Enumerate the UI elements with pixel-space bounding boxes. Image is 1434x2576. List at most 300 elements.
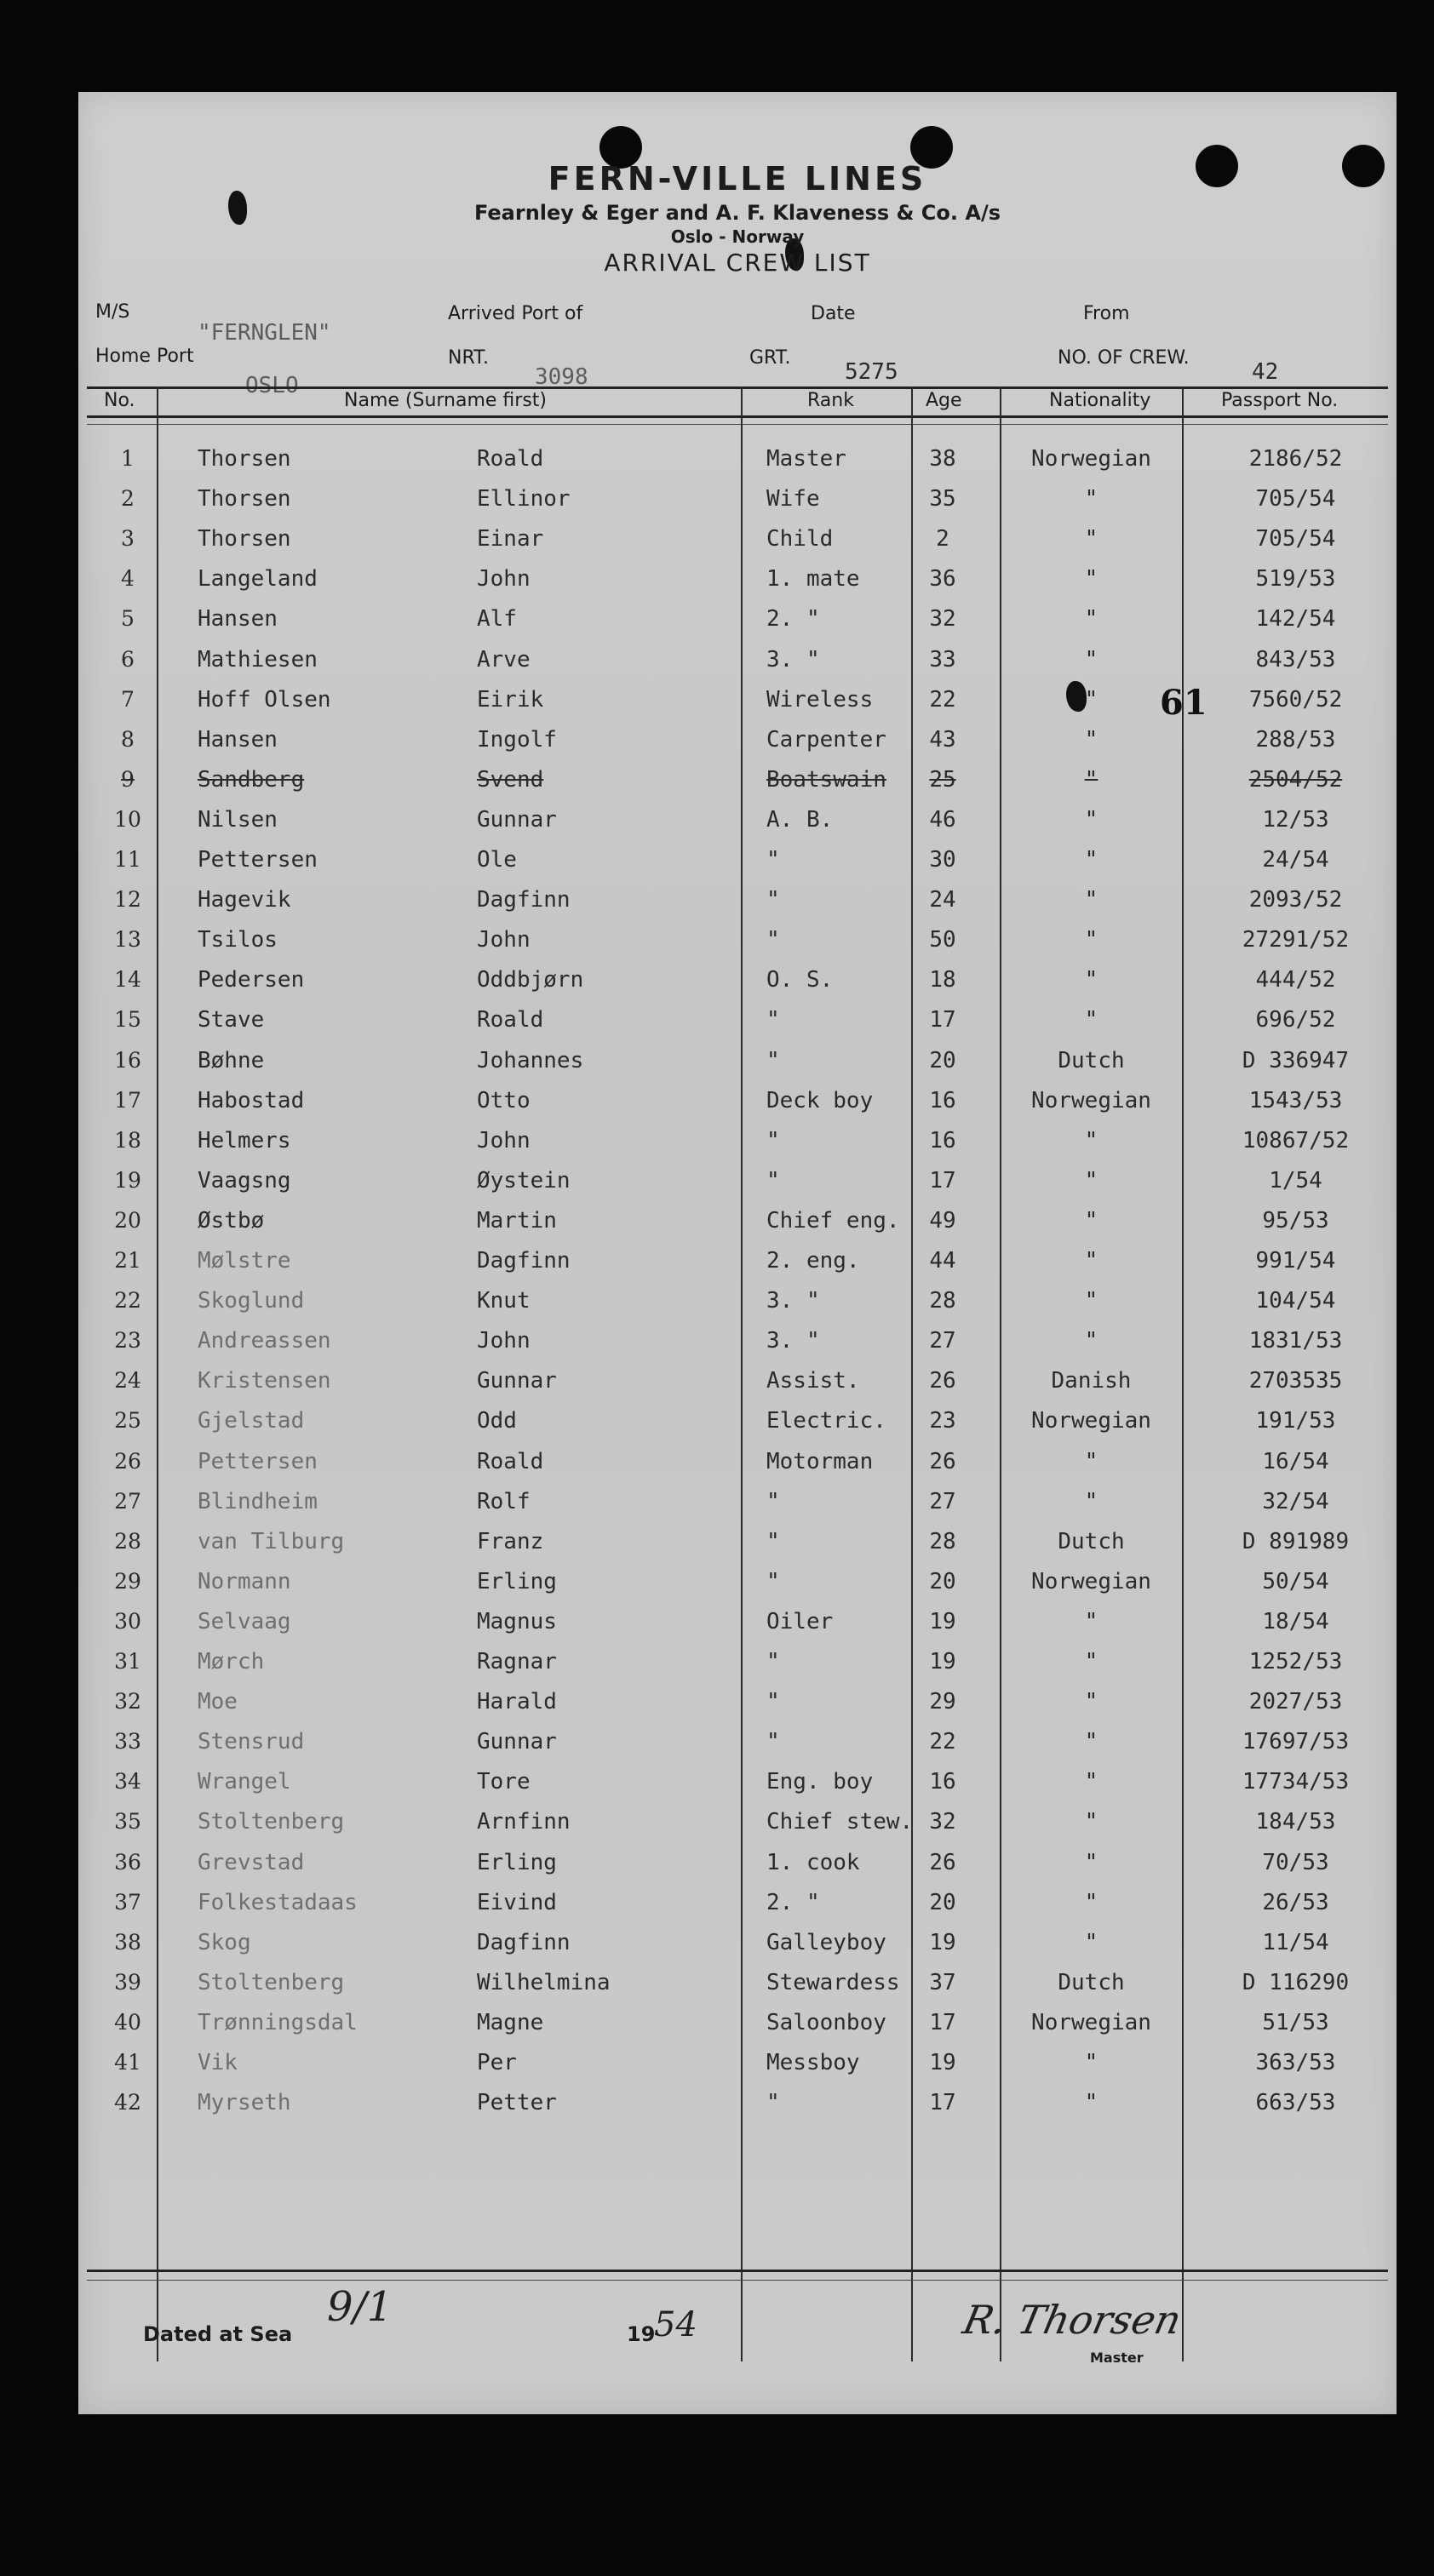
- nationality-cell: ": [1084, 806, 1098, 833]
- age-cell: 49: [929, 1207, 956, 1234]
- nationality-cell: ": [1084, 1849, 1098, 1875]
- nationality-cell: ": [1084, 1649, 1098, 1674]
- given-name-cell: John: [477, 566, 531, 592]
- age-cell: 16: [929, 1769, 956, 1795]
- passport-cell: 444/52: [1255, 967, 1336, 993]
- footer-rule: [87, 2270, 1388, 2272]
- surname-cell: Pettersen: [198, 1448, 318, 1474]
- surname-cell: Vik: [198, 2050, 238, 2075]
- surname-cell: Stoltenberg: [198, 1969, 345, 1995]
- passport-cell: 7560/52: [1248, 686, 1343, 713]
- age-cell: 35: [929, 486, 956, 512]
- header-bottom-rule-2: [87, 424, 1388, 425]
- passport-cell: 70/53: [1262, 1849, 1329, 1875]
- surname-cell: Andreassen: [198, 1328, 331, 1354]
- rank-cell: Carpenter: [766, 726, 886, 753]
- rank-cell: Electric.: [766, 1408, 886, 1434]
- surname-cell: Gjelstad: [198, 1408, 305, 1434]
- rank-cell: Wireless: [766, 686, 874, 713]
- nationality-cell: Dutch: [1058, 1047, 1125, 1073]
- passport-cell: 32/54: [1262, 1488, 1329, 1514]
- passport-cell: 363/53: [1255, 2050, 1336, 2075]
- given-name-cell: Ragnar: [477, 1649, 557, 1674]
- given-name-cell: Øystein: [477, 1167, 571, 1194]
- given-name-cell: Ellinor: [477, 486, 571, 512]
- passport-cell: 1252/53: [1248, 1649, 1343, 1674]
- rank-cell: Master: [766, 446, 846, 472]
- nrt-value: 3098: [535, 364, 588, 390]
- rank-cell: 1. cook: [766, 1849, 860, 1875]
- given-name-cell: Roald: [477, 1448, 544, 1474]
- given-name-cell: Einar: [477, 526, 544, 552]
- given-name-cell: Wilhelmina: [477, 1969, 611, 1995]
- rank-cell: Boatswain: [766, 766, 886, 793]
- table-row: [78, 1045, 1397, 1084]
- col-header-no: No.: [104, 390, 135, 411]
- rank-cell: Eng. boy: [766, 1769, 874, 1795]
- table-row: [78, 443, 1397, 482]
- surname-cell: Stensrud: [198, 1729, 305, 1755]
- nationality-cell: ": [1084, 1809, 1098, 1835]
- given-name-cell: Eirik: [477, 686, 544, 713]
- passport-cell: 843/53: [1255, 646, 1336, 673]
- table-row: [78, 964, 1397, 1003]
- given-name-cell: Erling: [477, 1849, 557, 1875]
- age-cell: 44: [929, 1248, 956, 1274]
- row-number: 7: [121, 686, 135, 712]
- table-row: [78, 724, 1397, 763]
- row-number: 40: [114, 2009, 141, 2035]
- rank-cell: ": [766, 1007, 780, 1033]
- row-number: 4: [121, 566, 135, 592]
- given-name-cell: Gunnar: [477, 1729, 557, 1755]
- surname-cell: Helmers: [198, 1127, 291, 1153]
- master-label: Master: [1090, 2350, 1144, 2366]
- rank-cell: 2. ": [766, 1889, 820, 1915]
- surname-cell: Stave: [198, 1007, 265, 1033]
- row-number: 18: [114, 1127, 141, 1153]
- surname-cell: Nilsen: [198, 806, 278, 833]
- given-name-cell: Gunnar: [477, 806, 557, 833]
- nationality-cell: ": [1084, 726, 1098, 753]
- row-number: 38: [114, 1929, 141, 1955]
- nationality-cell: ": [1084, 1729, 1098, 1755]
- rank-cell: 1. mate: [766, 566, 860, 592]
- passport-cell: 288/53: [1255, 726, 1336, 753]
- ms-label: M/S: [95, 301, 130, 323]
- row-number: 30: [114, 1608, 141, 1634]
- passport-cell: 2703535: [1248, 1368, 1343, 1394]
- surname-cell: Østbø: [198, 1207, 265, 1234]
- passport-cell: 12/53: [1262, 806, 1329, 833]
- surname-cell: Selvaag: [198, 1608, 291, 1634]
- rank-cell: Deck boy: [766, 1087, 874, 1113]
- age-cell: 16: [929, 1127, 956, 1153]
- passport-cell: D 891989: [1242, 1528, 1350, 1554]
- nrt-label: NRT.: [448, 347, 489, 369]
- passport-cell: 11/54: [1262, 1929, 1329, 1955]
- nationality-cell: ": [1084, 887, 1098, 913]
- table-row: [78, 844, 1397, 883]
- age-cell: 27: [929, 1488, 956, 1514]
- nationality-cell: ": [1084, 1488, 1098, 1514]
- surname-cell: Skoglund: [198, 1288, 305, 1314]
- given-name-cell: John: [477, 1127, 531, 1153]
- rank-cell: 2. eng.: [766, 1248, 860, 1274]
- row-number: 16: [114, 1047, 141, 1073]
- nationality-cell: Norwegian: [1031, 1408, 1151, 1434]
- surname-cell: Hagevik: [198, 887, 291, 913]
- company-name: FERN-VILLE LINES: [548, 160, 927, 197]
- table-row: [78, 1566, 1397, 1605]
- rank-cell: ": [766, 1488, 780, 1514]
- rank-cell: 3. ": [766, 1288, 820, 1314]
- table-row: [78, 1926, 1397, 1966]
- given-name-cell: Otto: [477, 1087, 531, 1113]
- header-bottom-rule: [87, 415, 1388, 418]
- nationality-cell: ": [1084, 1167, 1098, 1194]
- surname-cell: Stoltenberg: [198, 1809, 345, 1835]
- given-name-cell: Ole: [477, 847, 517, 873]
- passport-cell: 17697/53: [1242, 1729, 1350, 1755]
- given-name-cell: Dagfinn: [477, 1929, 571, 1955]
- rank-cell: ": [766, 1528, 780, 1554]
- rank-cell: ": [766, 1568, 780, 1594]
- row-number: 29: [114, 1568, 141, 1594]
- table-row: [78, 1245, 1397, 1284]
- rank-cell: ": [766, 847, 780, 873]
- surname-cell: Mølstre: [198, 1248, 291, 1274]
- table-row: [78, 1686, 1397, 1725]
- age-cell: 18: [929, 967, 956, 993]
- rank-cell: Assist.: [766, 1368, 860, 1394]
- row-number: 21: [114, 1248, 141, 1273]
- age-cell: 20: [929, 1568, 956, 1594]
- table-row: [78, 924, 1397, 963]
- nationality-cell: ": [1084, 686, 1098, 713]
- passport-cell: 519/53: [1255, 566, 1336, 592]
- age-cell: 28: [929, 1288, 956, 1314]
- row-number: 42: [114, 2090, 141, 2115]
- age-cell: 25: [929, 766, 956, 793]
- col-header-nationality: Nationality: [1049, 390, 1151, 411]
- rank-cell: O. S.: [766, 967, 834, 993]
- passport-cell: 18/54: [1262, 1608, 1329, 1634]
- from-label: From: [1083, 303, 1130, 324]
- nationality-cell: ": [1084, 486, 1098, 512]
- nationality-cell: ": [1084, 2050, 1098, 2075]
- nationality-cell: ": [1084, 1889, 1098, 1915]
- given-name-cell: Rolf: [477, 1488, 531, 1514]
- table-row: [78, 1285, 1397, 1324]
- rank-cell: A. B.: [766, 806, 834, 833]
- row-number: 6: [121, 646, 135, 672]
- age-cell: 24: [929, 887, 956, 913]
- table-row: [78, 1606, 1397, 1645]
- given-name-cell: John: [477, 1328, 531, 1354]
- rank-cell: Child: [766, 526, 834, 552]
- nationality-cell: ": [1084, 1127, 1098, 1153]
- nationality-cell: ": [1084, 2090, 1098, 2116]
- row-number: 32: [114, 1689, 141, 1714]
- age-cell: 28: [929, 1528, 956, 1554]
- nationality-cell: ": [1084, 847, 1098, 873]
- arrived-port-label: Arrived Port of: [448, 303, 583, 324]
- nationality-cell: ": [1084, 1288, 1098, 1314]
- rank-cell: ": [766, 2090, 780, 2116]
- row-number: 11: [114, 847, 141, 872]
- row-number: 8: [121, 726, 135, 752]
- row-number: 13: [114, 927, 141, 953]
- row-number: 36: [114, 1849, 141, 1875]
- nationality-cell: ": [1084, 927, 1098, 953]
- age-cell: 37: [929, 1969, 956, 1995]
- age-cell: 22: [929, 1729, 956, 1755]
- nationality-cell: ": [1084, 1929, 1098, 1955]
- rank-cell: Wife: [766, 486, 820, 512]
- rank-cell: ": [766, 1729, 780, 1755]
- rank-cell: ": [766, 1127, 780, 1153]
- surname-cell: Hansen: [198, 726, 278, 753]
- surname-cell: Myrseth: [198, 2090, 291, 2116]
- rank-cell: ": [766, 927, 780, 953]
- year-prefix: 19: [627, 2322, 656, 2346]
- age-cell: 46: [929, 806, 956, 833]
- row-number: 37: [114, 1889, 141, 1915]
- age-cell: 17: [929, 1007, 956, 1033]
- dated-label: Dated at Sea: [143, 2322, 293, 2346]
- nationality-cell: ": [1084, 1207, 1098, 1234]
- owners-line: Fearnley & Eger and A. F. Klaveness & Co. A/s: [473, 201, 1001, 225]
- passport-cell: 1543/53: [1248, 1087, 1343, 1113]
- surname-cell: Thorsen: [198, 486, 291, 512]
- surname-cell: Skog: [198, 1929, 251, 1955]
- given-name-cell: Tore: [477, 1769, 531, 1795]
- rank-cell: ": [766, 1167, 780, 1194]
- surname-cell: Habostad: [198, 1087, 305, 1113]
- row-number: 19: [114, 1167, 141, 1193]
- rank-cell: 3. ": [766, 1328, 820, 1354]
- rank-cell: Galleyboy: [766, 1929, 886, 1955]
- rank-cell: ": [766, 887, 780, 913]
- table-row: [78, 764, 1397, 803]
- nationality-cell: Norwegian: [1031, 2009, 1151, 2035]
- given-name-cell: Svend: [477, 766, 544, 793]
- table-row: [78, 1004, 1397, 1043]
- row-number: 31: [114, 1649, 141, 1674]
- table-row: [78, 2046, 1397, 2086]
- table-top-rule: [87, 386, 1388, 389]
- row-number: 5: [121, 606, 135, 632]
- surname-cell: Trønningsdal: [198, 2009, 358, 2035]
- table-row: [78, 603, 1397, 642]
- nationality-cell: ": [1084, 1248, 1098, 1274]
- surname-cell: Langeland: [198, 566, 318, 592]
- row-number: 20: [114, 1207, 141, 1233]
- nationality-cell: ": [1084, 1448, 1098, 1474]
- passport-cell: 1831/53: [1248, 1328, 1343, 1354]
- surname-cell: Normann: [198, 1568, 291, 1594]
- surname-cell: Bøhne: [198, 1047, 265, 1073]
- surname-cell: Mathiesen: [198, 646, 318, 673]
- nationality-cell: Dutch: [1058, 1969, 1125, 1995]
- nationality-cell: Norwegian: [1031, 446, 1151, 472]
- passport-cell: 2186/52: [1248, 446, 1343, 472]
- table-row: [78, 884, 1397, 923]
- age-cell: 23: [929, 1408, 956, 1434]
- table-row: [78, 804, 1397, 843]
- nationality-cell: Danish: [1051, 1368, 1132, 1394]
- row-number: 24: [114, 1368, 141, 1394]
- passport-cell: 184/53: [1255, 1809, 1336, 1835]
- table-row: [78, 1526, 1397, 1565]
- given-name-cell: John: [477, 927, 531, 953]
- passport-cell: 2093/52: [1248, 887, 1343, 913]
- nationality-cell: ": [1084, 526, 1098, 552]
- surname-cell: Hoff Olsen: [198, 686, 331, 713]
- given-name-cell: Oddbjørn: [477, 967, 584, 993]
- table-row: [78, 1966, 1397, 2006]
- table-row: [78, 1726, 1397, 1765]
- surname-cell: Sandberg: [198, 766, 305, 793]
- age-cell: 20: [929, 1889, 956, 1915]
- given-name-cell: Franz: [477, 1528, 544, 1554]
- age-cell: 30: [929, 847, 956, 873]
- passport-cell: 2504/52: [1248, 766, 1343, 793]
- age-cell: 22: [929, 686, 956, 713]
- age-cell: 2: [936, 526, 949, 552]
- nationality-cell: Dutch: [1058, 1528, 1125, 1554]
- table-row: [78, 1085, 1397, 1124]
- given-name-cell: Eivind: [477, 1889, 557, 1915]
- table-row: [78, 1485, 1397, 1525]
- table-row: [78, 2006, 1397, 2046]
- given-name-cell: Harald: [477, 1689, 557, 1715]
- passport-cell: 27291/52: [1242, 927, 1350, 953]
- row-number: 39: [114, 1969, 141, 1995]
- nationality-cell: ": [1084, 606, 1098, 633]
- home-port-label: Home Port: [95, 346, 194, 367]
- ms-value: "FERNGLEN": [198, 320, 331, 346]
- table-row: [78, 1886, 1397, 1926]
- passport-cell: D 336947: [1242, 1047, 1350, 1073]
- passport-cell: 705/54: [1255, 486, 1336, 512]
- grt-value: 5275: [845, 359, 898, 385]
- document-title: ARRIVAL CREW LIST: [604, 249, 871, 277]
- age-cell: 20: [929, 1047, 956, 1073]
- row-number: 22: [114, 1288, 141, 1314]
- given-name-cell: Gunnar: [477, 1368, 557, 1394]
- row-number: 15: [114, 1007, 141, 1033]
- nationality-cell: ": [1084, 1689, 1098, 1715]
- row-number: 28: [114, 1528, 141, 1554]
- table-row: [78, 1646, 1397, 1685]
- passport-cell: 24/54: [1262, 847, 1329, 873]
- age-cell: 33: [929, 646, 956, 673]
- age-cell: 17: [929, 2009, 956, 2035]
- crew-list-sheet: [78, 92, 1397, 2414]
- row-number: 3: [121, 526, 135, 552]
- age-cell: 17: [929, 2090, 956, 2116]
- nationality-cell: ": [1084, 967, 1098, 993]
- age-cell: 26: [929, 1849, 956, 1875]
- given-name-cell: Magnus: [477, 1608, 557, 1634]
- age-cell: 38: [929, 446, 956, 472]
- home-port-value: OSLO: [245, 373, 299, 398]
- row-number: 23: [114, 1328, 141, 1354]
- dated-value: 9/1: [327, 2283, 393, 2331]
- age-cell: 19: [929, 1929, 956, 1955]
- surname-cell: Hansen: [198, 606, 278, 633]
- passport-cell: 10867/52: [1242, 1127, 1350, 1153]
- table-row: [78, 644, 1397, 683]
- rank-cell: 3. ": [766, 646, 820, 673]
- passport-cell: 663/53: [1255, 2090, 1336, 2116]
- year-suffix: 54: [654, 2305, 697, 2344]
- passport-cell: 142/54: [1255, 606, 1336, 633]
- row-number: 33: [114, 1729, 141, 1755]
- rank-cell: Stewardess: [766, 1969, 900, 1995]
- table-row: [78, 1846, 1397, 1886]
- passport-cell: 50/54: [1262, 1568, 1329, 1594]
- rank-cell: 2. ": [766, 606, 820, 633]
- rank-cell: Chief eng.: [766, 1207, 900, 1234]
- master-signature: R. Thorsen: [959, 2297, 1186, 2343]
- table-row: [78, 563, 1397, 602]
- col-header-passport: Passport No.: [1221, 390, 1339, 411]
- given-name-cell: Knut: [477, 1288, 531, 1314]
- crew-count-value: 42: [1252, 359, 1279, 385]
- surname-cell: Folkestadaas: [198, 1889, 358, 1915]
- row-number: 25: [114, 1408, 141, 1434]
- col-header-rank: Rank: [807, 390, 854, 411]
- surname-cell: Pedersen: [198, 967, 305, 993]
- given-name-cell: Martin: [477, 1207, 557, 1234]
- nationality-cell: ": [1084, 766, 1098, 793]
- table-row: [78, 483, 1397, 522]
- surname-cell: Kristensen: [198, 1368, 331, 1394]
- margin-annotation: 61: [1160, 683, 1207, 723]
- given-name-cell: Ingolf: [477, 726, 557, 753]
- passport-cell: 51/53: [1262, 2009, 1329, 2035]
- row-number: 1: [121, 446, 135, 471]
- given-name-cell: Per: [477, 2050, 517, 2075]
- age-cell: 19: [929, 1649, 956, 1674]
- age-cell: 26: [929, 1368, 956, 1394]
- surname-cell: Tsilos: [198, 927, 278, 953]
- surname-cell: Vaagsng: [198, 1167, 291, 1194]
- age-cell: 50: [929, 927, 956, 953]
- table-row: [78, 1165, 1397, 1204]
- row-number: 10: [114, 806, 141, 832]
- row-number: 27: [114, 1488, 141, 1514]
- nationality-cell: Norwegian: [1031, 1568, 1151, 1594]
- row-number: 17: [114, 1087, 141, 1113]
- given-name-cell: Petter: [477, 2090, 557, 2116]
- rank-cell: Oiler: [766, 1608, 834, 1634]
- age-cell: 43: [929, 726, 956, 753]
- rank-cell: Saloonboy: [766, 2009, 886, 2035]
- row-number: 2: [121, 486, 135, 512]
- age-cell: 36: [929, 566, 956, 592]
- footer-rule-2: [87, 2280, 1388, 2281]
- surname-cell: Thorsen: [198, 526, 291, 552]
- age-cell: 16: [929, 1087, 956, 1113]
- table-row: [78, 1806, 1397, 1845]
- passport-cell: 191/53: [1255, 1408, 1336, 1434]
- passport-cell: 2027/53: [1248, 1689, 1343, 1715]
- passport-cell: 991/54: [1255, 1248, 1336, 1274]
